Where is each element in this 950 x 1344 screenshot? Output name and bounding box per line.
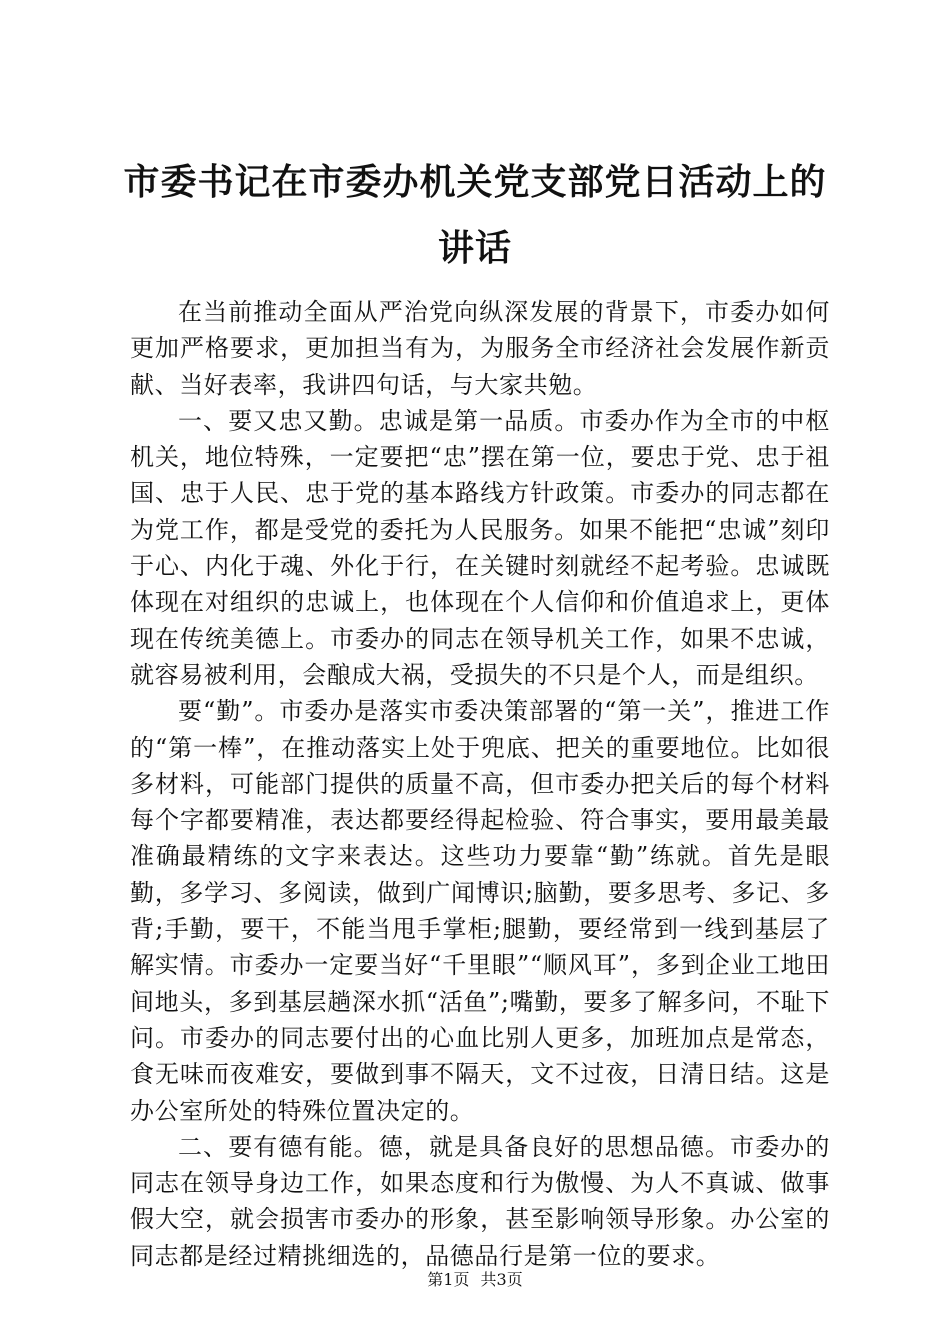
paragraph-loyalty: 一、要又忠又勤。忠诚是第一品质。市委办作为全市的中枢机关，地位特殊，一定要把“忠”摆在第一位，要忠于党、忠于祖国、忠于人民、忠于党的基本路线方针政策。市委办的同志都在为党工作，都是受党的委托为人民服务。如果不能把“忠诚”刻印于心、内化于魂、外化于行，在关键时刻就经不起考验。忠诚既体现在对组织的忠诚上，也体现在个人信仰和价值追求上，更体现在传统美德上。市委办的同志在领导机关工作，如果不忠诚，就容易被利用，会酿成大祸，受损失的不只是个人，而是组织。: [130, 406, 830, 689]
document-body: [130, 294, 830, 1274]
page-total: 共3页: [480, 1270, 523, 1289]
paragraph-virtue: 二、要有德有能。德，就是具备良好的思想品德。市委办的同志在领导身边工作，如果态度和行为傲慢、为人不真诚、做事假大空，就会损害市委办的形象，甚至影响领导形象。办公室的同志都是经过精挑细选的，品德品行是第一位的要求。: [130, 1132, 830, 1270]
document-title: 市委书记在市委办机关党支部党日活动上的讲话: [123, 162, 827, 269]
page-footer: [0, 1270, 950, 1290]
paragraph-intro: 在当前推动全面从严治党向纵深发展的背景下，市委办如何更加严格要求，更加担当有为，为服务全市经济社会发展作新贡献、当好表率，我讲四句话，与大家共勉。: [130, 298, 830, 399]
paragraph-diligence: 要“勤”。市委办是落实市委决策部署的“第一关”，推进工作的“第一棒”，在推动落实上处于兜底、把关的重要地位。比如很多材料，可能部门提供的质量不高，但市委办把关后的每个材料每个字都要精准，表达都要经得起检验、符合事实，要用最美最准确最精练的文字来表达。这些功力要靠“勤”练就。首先是眼勤，多学习、多阅读，做到广闻博识;脑勤，要多思考、多记、多背;手勤，要干，不能当甩手掌柜;腿勤，要经常到一线到基层了解实情。市委办一定要当好“千里眼”“顺风耳”，多到企业工地田间地头，多到基层趟深水抓“活鱼”;嘴勤，要多了解多问，不耻下问。市委办的同志要付出的心血比别人更多，加班加点是常态，食无味而夜难安，要做到事不隔天，文不过夜，日清日结。这是办公室所处的特殊位置决定的。: [130, 697, 830, 1125]
page-number: 第1页: [427, 1270, 470, 1289]
